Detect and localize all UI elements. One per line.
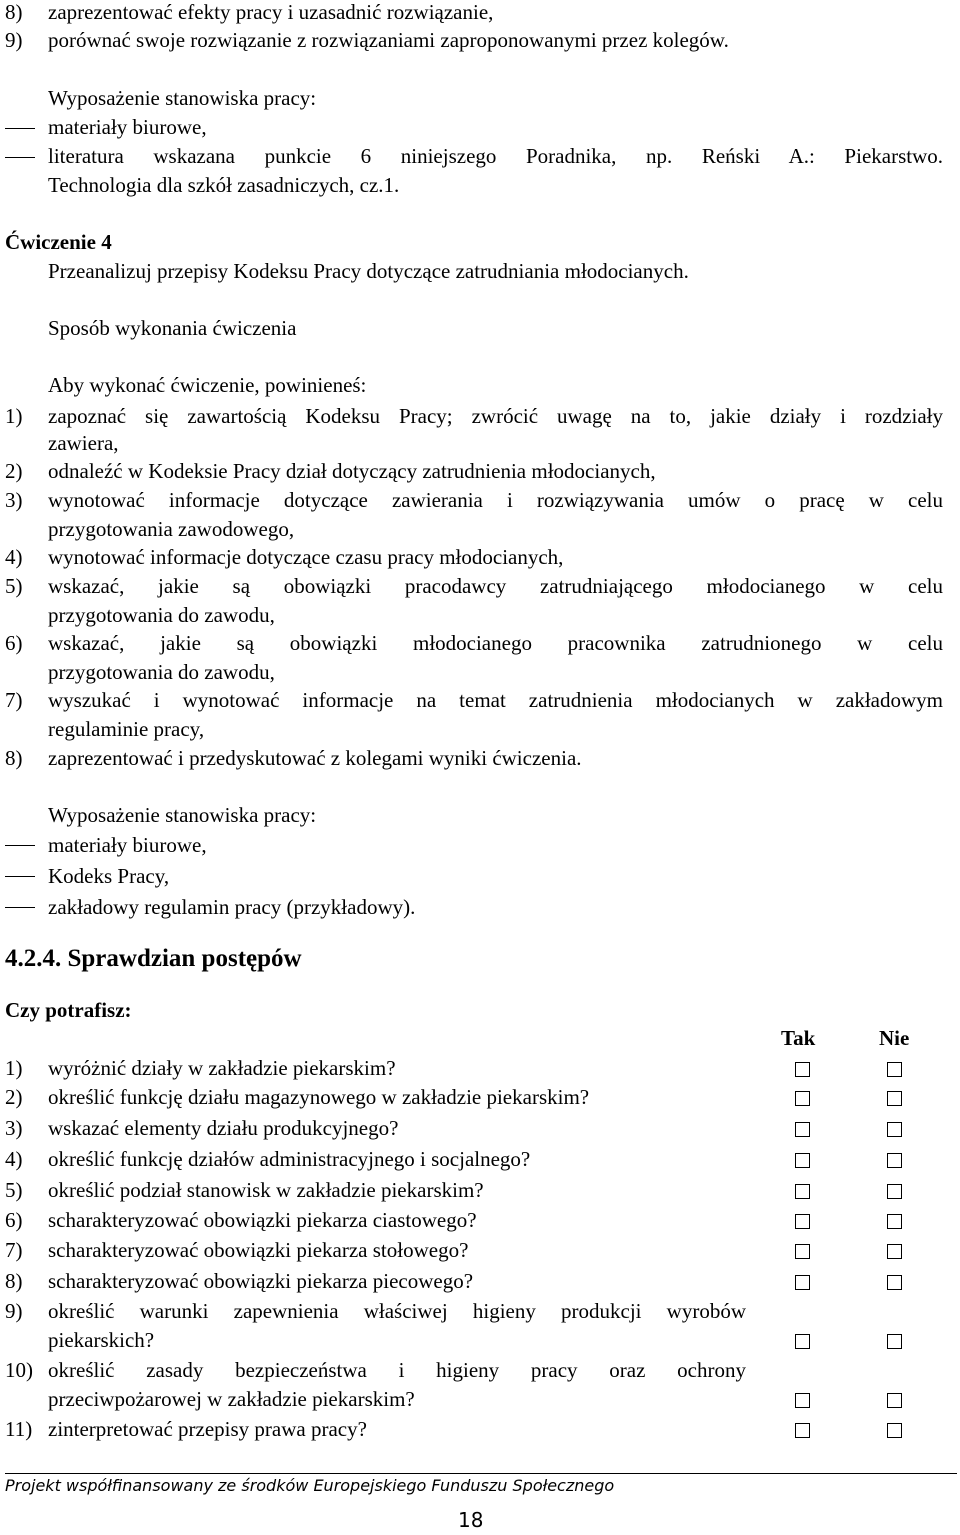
checkbox-tak[interactable] — [795, 1062, 810, 1077]
equipment-item: Kodeks Pracy, — [48, 864, 170, 888]
question-number: 3) — [5, 1116, 23, 1140]
step-text: wskazać, jakie są obowiązki młodocianego pracownika zatrudnionego w celu — [48, 631, 943, 655]
footer-rule — [5, 1473, 957, 1474]
step-number: 8) — [5, 746, 23, 770]
step-number: 5) — [5, 574, 23, 598]
checkbox-tak[interactable] — [795, 1214, 810, 1229]
question-number: 10) — [5, 1358, 33, 1382]
step-text-continued: regulaminie pracy, — [48, 717, 205, 741]
question-text: wyróżnić działy w zakładzie piekarskim? — [48, 1056, 396, 1080]
question-text: określić funkcję działów administracyjnego i socjalnego? — [48, 1147, 531, 1171]
question-text: określić zasady bezpieczeństwa i higieny pracy oraz ochrony — [48, 1358, 746, 1382]
section-heading: 4.2.4. Sprawdzian postępów — [5, 945, 302, 972]
equipment-item: materiały biurowe, — [48, 115, 207, 139]
checkbox-tak[interactable] — [795, 1091, 810, 1106]
checkbox-nie[interactable] — [887, 1275, 902, 1290]
step-text-continued: przygotowania do zawodu, — [48, 660, 275, 684]
question-number: 5) — [5, 1178, 23, 1202]
step-text: odnaleźć w Kodeksie Pracy dział dotyczący zatrudnienia młodocianych, — [48, 459, 656, 483]
checkbox-tak[interactable] — [795, 1423, 810, 1438]
page-number: 18 — [458, 1508, 484, 1532]
question-number: 6) — [5, 1208, 23, 1232]
equipment-heading: Wyposażenie stanowiska pracy: — [48, 803, 317, 827]
checkbox-tak[interactable] — [795, 1153, 810, 1168]
question-text: scharakteryzować obowiązki piekarza stołowego? — [48, 1238, 469, 1262]
exercise-title: Ćwiczenie 4 — [5, 230, 112, 254]
question-text: scharakteryzować obowiązki piekarza ciastowego? — [48, 1208, 477, 1232]
question-text-continued: piekarskich? — [48, 1328, 155, 1352]
step-text: zapoznać się zawartością Kodeksu Pracy; zwrócić uwagę na to, jakie działy i rozdziały — [48, 404, 943, 428]
step-number: 7) — [5, 688, 23, 712]
question-text: scharakteryzować obowiązki piekarza piecowego? — [48, 1269, 474, 1293]
step-text-continued: zawiera, — [48, 431, 119, 455]
progress-subtitle: Czy potrafisz: — [5, 998, 132, 1022]
step-number: 4) — [5, 545, 23, 569]
checkbox-nie[interactable] — [887, 1244, 902, 1259]
dash-bullet — [5, 876, 35, 877]
checkbox-nie[interactable] — [887, 1153, 902, 1168]
step-text-continued: przygotowania do zawodu, — [48, 603, 275, 627]
dash-bullet — [5, 157, 35, 158]
footer-text: Projekt współfinansowany ze środków Europejskiego Funduszu Społecznego — [5, 1476, 615, 1495]
column-header-no: Nie — [879, 1026, 910, 1050]
step-text: wyszukać i wynotować informacje na temat zatrudnienia młodocianych w zakładowym — [48, 688, 943, 712]
step-number: 1) — [5, 404, 23, 428]
checkbox-nie[interactable] — [887, 1423, 902, 1438]
equipment-item: zakładowy regulamin pracy (przykładowy). — [48, 895, 416, 919]
checkbox-tak[interactable] — [795, 1244, 810, 1259]
question-number: 9) — [5, 1299, 23, 1323]
checkbox-tak[interactable] — [795, 1393, 810, 1408]
question-text-continued: przeciwpożarowej w zakładzie piekarskim? — [48, 1387, 415, 1411]
question-number: 11) — [5, 1417, 33, 1441]
column-header-yes: Tak — [781, 1026, 816, 1050]
question-number: 2) — [5, 1085, 23, 1109]
checkbox-nie[interactable] — [887, 1091, 902, 1106]
checkbox-nie[interactable] — [887, 1393, 902, 1408]
question-text: określić warunki zapewnienia właściwej higieny produkcji wyrobów — [48, 1299, 746, 1323]
method-heading: Sposób wykonania ćwiczenia — [48, 316, 297, 340]
dash-bullet — [5, 907, 35, 908]
checkbox-nie[interactable] — [887, 1214, 902, 1229]
question-number: 4) — [5, 1147, 23, 1171]
equipment-item: materiały biurowe, — [48, 833, 207, 857]
question-text: wskazać elementy działu produkcyjnego? — [48, 1116, 399, 1140]
checkbox-tak[interactable] — [795, 1334, 810, 1349]
step-text: zaprezentować i przedyskutować z kolegami wyniki ćwiczenia. — [48, 746, 582, 770]
equipment-item-continued: Technologia dla szkół zasadniczych, cz.1. — [48, 173, 400, 197]
equipment-item: literatura wskazana punkcie 6 niniejszego Poradnika, np. Reński A.: Piekarstwo. — [48, 144, 943, 168]
step-text: wynotować informacje dotyczące czasu pracy młodocianych, — [48, 545, 564, 569]
step-text: wynotować informacje dotyczące zawierania i rozwiązywania umów o pracę w celu — [48, 488, 943, 512]
list-item-text: porównać swoje rozwiązanie z rozwiązaniami zaproponowanymi przez kolegów. — [48, 28, 729, 52]
dash-bullet — [5, 128, 35, 129]
step-number: 3) — [5, 488, 23, 512]
checkbox-nie[interactable] — [887, 1184, 902, 1199]
dash-bullet — [5, 845, 35, 846]
list-number: 8) — [5, 0, 23, 24]
checkbox-nie[interactable] — [887, 1062, 902, 1077]
equipment-heading: Wyposażenie stanowiska pracy: — [48, 86, 317, 110]
question-number: 7) — [5, 1238, 23, 1262]
checkbox-tak[interactable] — [795, 1275, 810, 1290]
question-number: 8) — [5, 1269, 23, 1293]
step-number: 2) — [5, 459, 23, 483]
question-number: 1) — [5, 1056, 23, 1080]
question-text: określić funkcję działu magazynowego w zakładzie piekarskim? — [48, 1085, 590, 1109]
list-item-text: zaprezentować efekty pracy i uzasadnić rozwiązanie, — [48, 0, 494, 24]
checkbox-tak[interactable] — [795, 1122, 810, 1137]
method-intro: Aby wykonać ćwiczenie, powinieneś: — [48, 373, 367, 397]
list-number: 9) — [5, 28, 23, 52]
checkbox-nie[interactable] — [887, 1334, 902, 1349]
step-text: wskazać, jakie są obowiązki pracodawcy zatrudniającego młodocianego w celu — [48, 574, 943, 598]
step-text-continued: przygotowania zawodowego, — [48, 517, 295, 541]
question-text: określić podział stanowisk w zakładzie piekarskim? — [48, 1178, 484, 1202]
step-number: 6) — [5, 631, 23, 655]
question-text: zinterpretować przepisy prawa pracy? — [48, 1417, 367, 1441]
checkbox-tak[interactable] — [795, 1184, 810, 1199]
checkbox-nie[interactable] — [887, 1122, 902, 1137]
exercise-task: Przeanalizuj przepisy Kodeksu Pracy dotyczące zatrudniania młodocianych. — [48, 259, 689, 283]
